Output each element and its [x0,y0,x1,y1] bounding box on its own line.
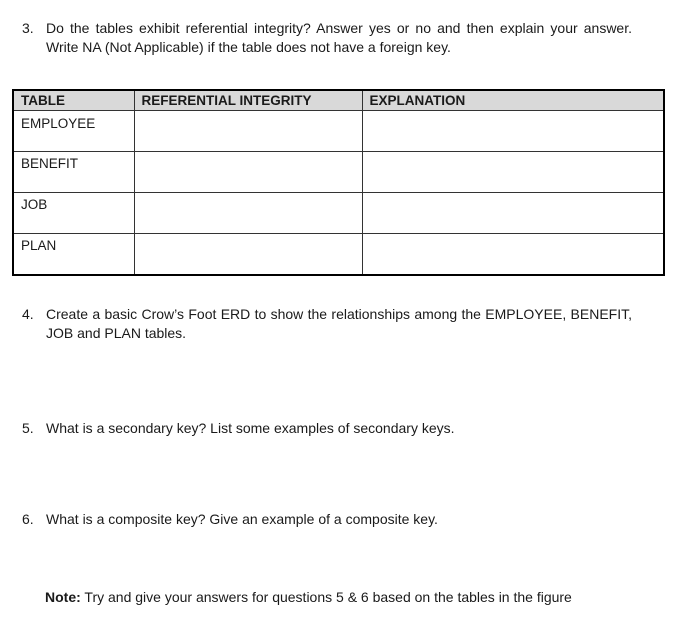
question-3-text: Do the tables exhibit referential integrity? Answer yes or no and then explain your answer. Write NA (Not Applicable) if the table does not have a foreign key. [46,20,632,55]
question-4-text: Create a basic Crow’s Foot ERD to show the relationships among the EMPLOYEE, BENEFIT, JOB and PLAN tables. [46,306,632,341]
question-3 [22,19,632,57]
row-job-explanation[interactable] [362,193,664,234]
table-row [13,234,664,276]
table-row [13,193,664,234]
question-6-text: What is a composite key? Give an example of a composite key. [46,511,438,527]
question-3-number: 3. [22,20,34,36]
question-6-number: 6. [22,511,34,527]
header-table: TABLE [13,90,134,111]
row-plan-explanation[interactable] [362,234,664,276]
header-referential-integrity: REFERENTIAL INTEGRITY [134,90,362,111]
row-benefit-integrity[interactable] [134,152,362,193]
row-benefit-table: BENEFIT [13,152,134,193]
header-explanation: EXPLANATION [362,90,664,111]
table-row [13,152,664,193]
note-label: Note: [45,589,81,605]
question-5-number: 5. [22,420,34,436]
table-row [13,111,664,152]
row-employee-table: EMPLOYEE [13,111,134,152]
row-plan-integrity[interactable] [134,234,362,276]
referential-integrity-table [12,89,665,276]
row-plan-table: PLAN [13,234,134,276]
question-4 [22,305,632,343]
note-text: Try and give your answers for questions 5 & 6 based on the tables in the figure [80,589,572,605]
question-5 [22,419,632,438]
row-employee-explanation[interactable] [362,111,664,152]
question-4-number: 4. [22,306,34,322]
row-benefit-explanation[interactable] [362,152,664,193]
row-employee-integrity[interactable] [134,111,362,152]
row-job-table: JOB [13,193,134,234]
note [45,588,572,607]
row-job-integrity[interactable] [134,193,362,234]
question-6 [22,510,632,529]
question-5-text: What is a secondary key? List some examples of secondary keys. [46,420,455,436]
table-header-row [13,90,664,111]
